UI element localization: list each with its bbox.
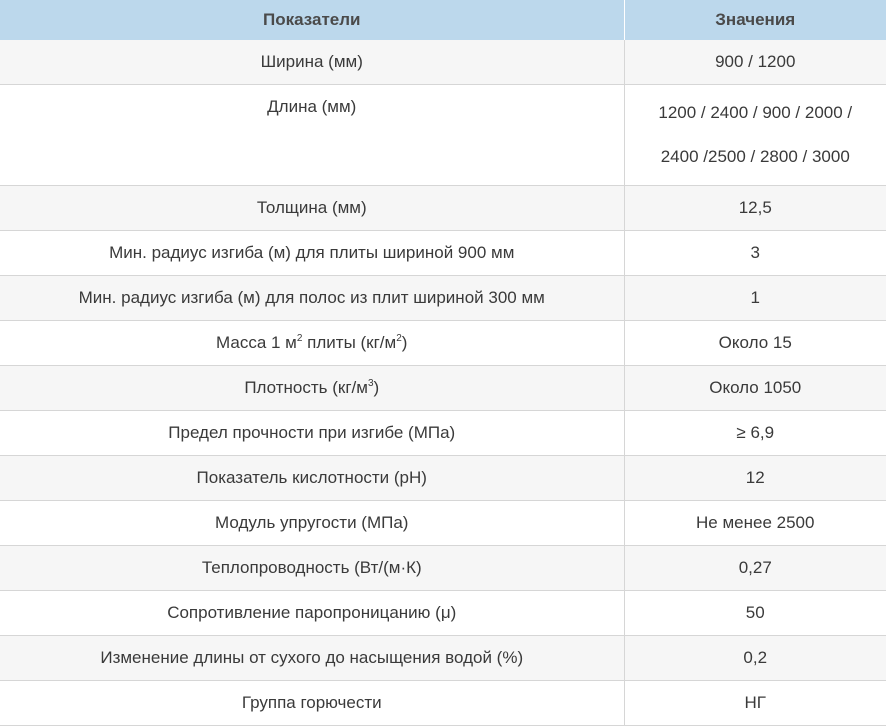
row-value: Около 15 bbox=[624, 321, 886, 366]
row-value: 3 bbox=[624, 231, 886, 276]
row-parameter bbox=[0, 321, 624, 366]
table-header-row bbox=[0, 0, 886, 40]
row-value: НГ bbox=[624, 681, 886, 726]
param-text: ) bbox=[374, 378, 380, 397]
row-value-line: 2400 /2500 / 2800 / 3000 bbox=[625, 135, 886, 179]
row-value bbox=[624, 85, 886, 186]
table-row bbox=[0, 186, 886, 231]
table-row bbox=[0, 456, 886, 501]
header-values: Значения bbox=[624, 0, 886, 40]
row-parameter: Модуль упругости (МПа) bbox=[0, 501, 624, 546]
table-row bbox=[0, 546, 886, 591]
row-value: 1 bbox=[624, 276, 886, 321]
row-parameter: Мин. радиус изгиба (м) для полос из плит шириной 300 мм bbox=[0, 276, 624, 321]
row-value: Не менее 2500 bbox=[624, 501, 886, 546]
row-parameter: Группа горючести bbox=[0, 681, 624, 726]
table-row bbox=[0, 591, 886, 636]
row-value: 0,27 bbox=[624, 546, 886, 591]
row-parameter: Показатель кислотности (pH) bbox=[0, 456, 624, 501]
table-row bbox=[0, 40, 886, 85]
row-value: 0,2 bbox=[624, 636, 886, 681]
row-parameter: Сопротивление паропроницанию (μ) bbox=[0, 591, 624, 636]
row-parameter: Длина (мм) bbox=[0, 85, 624, 186]
row-parameter bbox=[0, 366, 624, 411]
row-value: Около 1050 bbox=[624, 366, 886, 411]
table-row bbox=[0, 501, 886, 546]
row-value: ≥ 6,9 bbox=[624, 411, 886, 456]
row-parameter: Теплопроводность (Вт/(м·К) bbox=[0, 546, 624, 591]
row-parameter: Толщина (мм) bbox=[0, 186, 624, 231]
superscript: 3 bbox=[368, 378, 374, 389]
row-parameter: Предел прочности при изгибе (МПа) bbox=[0, 411, 624, 456]
param-text: плиты (кг/м bbox=[302, 333, 396, 352]
row-value: 900 / 1200 bbox=[624, 40, 886, 85]
table-row bbox=[0, 231, 886, 276]
superscript: 2 bbox=[297, 333, 303, 344]
header-parameters: Показатели bbox=[0, 0, 624, 40]
param-text: Плотность (кг/м bbox=[244, 378, 368, 397]
row-value: 12,5 bbox=[624, 186, 886, 231]
row-value: 12 bbox=[624, 456, 886, 501]
table-row bbox=[0, 85, 886, 186]
row-value: 50 bbox=[624, 591, 886, 636]
param-text: ) bbox=[402, 333, 408, 352]
row-parameter: Мин. радиус изгиба (м) для плиты шириной 900 мм bbox=[0, 231, 624, 276]
row-parameter: Изменение длины от сухого до насыщения водой (%) bbox=[0, 636, 624, 681]
table-row bbox=[0, 411, 886, 456]
row-parameter: Ширина (мм) bbox=[0, 40, 624, 85]
table-row bbox=[0, 276, 886, 321]
table-row bbox=[0, 636, 886, 681]
row-value-line: 1200 / 2400 / 900 / 2000 / bbox=[625, 91, 886, 135]
table-row bbox=[0, 366, 886, 411]
superscript: 2 bbox=[396, 333, 402, 344]
table-row bbox=[0, 321, 886, 366]
param-text: Масса 1 м bbox=[216, 333, 297, 352]
